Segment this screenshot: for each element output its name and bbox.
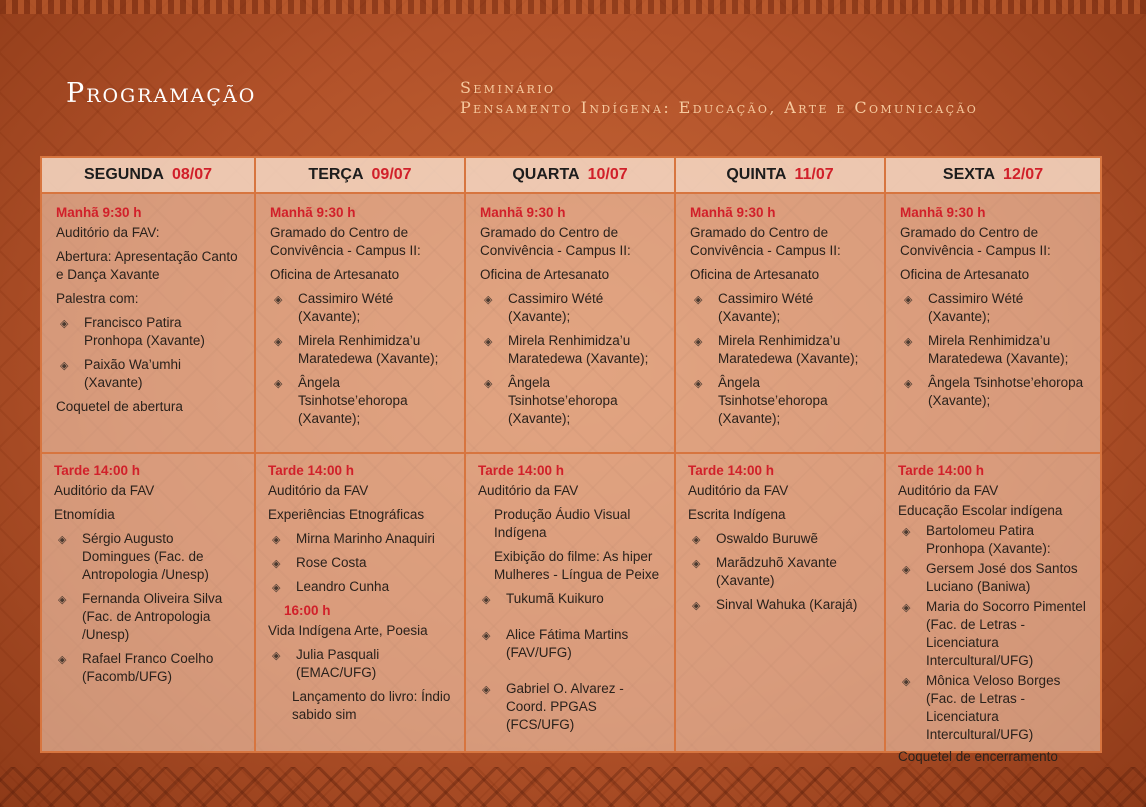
diamond-bullet-icon: ◈ [904, 378, 913, 390]
list-item-text: Bartolomeu Patira Pronhopa (Xavante): [926, 523, 1051, 556]
workshop-title: Oficina de Artesanato [690, 267, 820, 282]
period-label: Manhã 9:30 h [56, 205, 142, 220]
diamond-bullet-icon: ◈ [692, 534, 701, 546]
list-item [898, 672, 1088, 744]
day-date: 12/07 [1003, 166, 1044, 183]
list-item-text: Ângela Tsinhotse’ehoropa (Xavante); [508, 375, 618, 426]
list-item-text: Paixão Wa’umhi (Xavante) [84, 357, 182, 390]
list-item-text: Mirela Renhimidza’u Maratedewa (Xavante); [928, 333, 1069, 366]
diamond-bullet-icon: ◈ [58, 654, 67, 666]
list-item [268, 530, 452, 548]
morning-cell [676, 194, 884, 454]
bottom-pattern-band [0, 767, 1146, 807]
list-item [56, 356, 242, 392]
list-item [268, 554, 452, 572]
venue-text: Auditório da FAV [478, 483, 579, 498]
list-item [270, 332, 452, 368]
list-item-text: Cassimiro Wété (Xavante); [928, 291, 1024, 324]
diamond-bullet-icon: ◈ [58, 594, 67, 606]
list-item [688, 530, 872, 548]
list-item-text: Mirela Renhimidza’u Maratedewa (Xavante); [508, 333, 649, 366]
workshop-title: Oficina de Artesanato [480, 267, 610, 282]
list-item [898, 560, 1088, 596]
list-item [478, 590, 662, 608]
list-item [690, 374, 872, 428]
list-item-text: Sinval Wahuka (Karajá) [716, 597, 858, 612]
list-item-text: Mirela Renhimidza’u Maratedewa (Xavante); [298, 333, 439, 366]
list-item [690, 332, 872, 368]
afternoon-cell [676, 454, 884, 751]
book-launch-text: Lançamento do livro: Índio sabido sim [292, 689, 451, 722]
day-date: 11/07 [794, 166, 834, 183]
diamond-bullet-icon: ◈ [904, 336, 913, 348]
day-header [256, 158, 464, 194]
list-item-text: Fernanda Oliveira Silva (Fac. de Antropologia /Unesp) [82, 591, 223, 642]
day-column-terca [256, 158, 466, 751]
list-item-text: Gersem José dos Santos Luciano (Baniwa) [926, 561, 1078, 594]
list-item [268, 646, 452, 682]
list-item-text: Alice Fátima Martins (FAV/UFG) [506, 627, 629, 660]
afternoon-cell [886, 454, 1100, 764]
diamond-bullet-icon: ◈ [274, 336, 283, 348]
lecture-intro: Palestra com: [56, 291, 139, 306]
diamond-bullet-icon: ◈ [272, 650, 281, 662]
morning-cell [42, 194, 254, 454]
diamond-bullet-icon: ◈ [692, 558, 701, 570]
diamond-bullet-icon: ◈ [902, 602, 911, 614]
list-item [898, 522, 1088, 558]
list-item-text: Julia Pasquali (EMAC/UFG) [296, 647, 380, 680]
venue-text: Gramado do Centro de Convivência - Campus II: [900, 225, 1051, 258]
venue-text: Gramado do Centro de Convivência - Campus II: [690, 225, 841, 258]
morning-cell [886, 194, 1100, 454]
session-title: Produção Áudio Visual Indígena [494, 507, 631, 540]
diamond-bullet-icon: ◈ [60, 318, 69, 330]
day-header [42, 158, 254, 194]
period-label: Tarde 14:00 h [54, 463, 141, 478]
list-item-text: Ângela Tsinhotse’ehoropa (Xavante); [298, 375, 408, 426]
list-item-text: Rose Costa [296, 555, 367, 570]
list-item-text: Mirna Marinho Anaquiri [296, 531, 435, 546]
speaker-list [478, 590, 662, 734]
venue-text: Gramado do Centro de Convivência - Campus II: [480, 225, 631, 258]
list-item [900, 332, 1088, 368]
speaker-list [268, 530, 452, 596]
list-item [688, 596, 872, 614]
participant-list [690, 290, 872, 428]
period-label: Manhã 9:30 h [270, 205, 356, 220]
list-item-text: Rafael Franco Coelho (Facomb/UFG) [82, 651, 214, 684]
list-item [54, 650, 242, 686]
venue-text: Auditório da FAV [688, 483, 789, 498]
list-item-text: Mirela Renhimidza’u Maratedewa (Xavante); [718, 333, 859, 366]
list-item [480, 374, 662, 428]
diamond-bullet-icon: ◈ [694, 378, 703, 390]
list-item [270, 374, 452, 428]
venue-text: Auditório da FAV [898, 483, 999, 498]
list-item [690, 290, 872, 326]
diamond-bullet-icon: ◈ [272, 534, 281, 546]
speaker-list [54, 530, 242, 686]
list-item-text: Francisco Patira Pronhopa (Xavante) [84, 315, 205, 348]
closing-cocktail-text: Coquetel de encerramento [898, 749, 1058, 764]
event-subtitle [460, 78, 978, 118]
list-item [54, 530, 242, 584]
diamond-bullet-icon: ◈ [274, 294, 283, 306]
session-title: Escrita Indígena [688, 507, 786, 522]
workshop-title: Oficina de Artesanato [900, 267, 1030, 282]
venue-text: Gramado do Centro de Convivência - Campus II: [270, 225, 421, 258]
list-item [478, 626, 662, 662]
diamond-bullet-icon: ◈ [904, 294, 913, 306]
speaker-list [56, 314, 242, 392]
day-column-sexta [886, 158, 1100, 764]
day-column-quarta [466, 158, 676, 751]
speaker-list [268, 646, 452, 682]
list-item [688, 554, 872, 590]
day-header [466, 158, 674, 194]
subtitle-line-1: Seminário [460, 78, 556, 97]
opening-text: Abertura: Apresentação Canto e Dança Xavante [56, 249, 238, 282]
diamond-bullet-icon: ◈ [272, 582, 281, 594]
afternoon-cell [466, 454, 674, 751]
list-item-text: Cassimiro Wété (Xavante); [718, 291, 814, 324]
day-column-segunda [42, 158, 256, 751]
list-item-text: Tukumã Kuikuro [506, 591, 604, 606]
diamond-bullet-icon: ◈ [58, 534, 67, 546]
participant-list [270, 290, 452, 428]
day-name: SEXTA [942, 166, 996, 183]
participant-list [480, 290, 662, 428]
diamond-bullet-icon: ◈ [902, 676, 911, 688]
list-item-text: Maria do Socorro Pimentel (Fac. de Letras - Licenciatura Intercultural/UFG) [926, 599, 1086, 668]
list-item-text: Ângela Tsinhotse’ehoropa (Xavante); [928, 375, 1084, 408]
list-item-text: Cassimiro Wété (Xavante); [298, 291, 394, 324]
diamond-bullet-icon: ◈ [692, 600, 701, 612]
page-title: Programação [66, 78, 257, 109]
morning-cell [466, 194, 674, 454]
period-label: Manhã 9:30 h [690, 205, 776, 220]
day-name: QUARTA [512, 166, 580, 183]
period-label: Tarde 14:00 h [268, 463, 355, 478]
list-item [480, 290, 662, 326]
list-item-text: Leandro Cunha [296, 579, 390, 594]
list-item [54, 590, 242, 644]
day-name: TERÇA [308, 166, 364, 183]
list-item [900, 290, 1088, 326]
schedule-table [40, 156, 1102, 764]
list-item [478, 680, 662, 734]
diamond-bullet-icon: ◈ [274, 378, 283, 390]
period-label: 16:00 h [284, 603, 331, 618]
diamond-bullet-icon: ◈ [60, 360, 69, 372]
day-column-quinta [676, 158, 886, 751]
speaker-list [688, 530, 872, 614]
diamond-bullet-icon: ◈ [272, 558, 281, 570]
diamond-bullet-icon: ◈ [484, 378, 493, 390]
diamond-bullet-icon: ◈ [482, 594, 491, 606]
speaker-list [898, 522, 1088, 744]
period-label: Manhã 9:30 h [480, 205, 566, 220]
list-item-text: Gabriel O. Alvarez - Coord. PPGAS (FCS/UFG) [506, 681, 624, 732]
morning-cell [256, 194, 464, 454]
list-item [270, 290, 452, 326]
cocktail-text: Coquetel de abertura [56, 399, 183, 414]
period-label: Manhã 9:30 h [900, 205, 986, 220]
film-screening-text: Exibição do filme: As hiper Mulheres - Língua de Peixe [494, 549, 660, 582]
period-label: Tarde 14:00 h [688, 463, 775, 478]
diamond-bullet-icon: ◈ [482, 630, 491, 642]
period-label: Tarde 14:00 h [478, 463, 565, 478]
venue-text: Auditório da FAV [268, 483, 369, 498]
venue-text: Auditório da FAV: [56, 225, 160, 240]
diamond-bullet-icon: ◈ [484, 336, 493, 348]
workshop-title: Oficina de Artesanato [270, 267, 400, 282]
list-item [56, 314, 242, 350]
session-title: Vida Indígena Arte, Poesia [268, 623, 428, 638]
list-item-text: Ângela Tsinhotse’ehoropa (Xavante); [718, 375, 828, 426]
list-item [268, 578, 452, 596]
diamond-bullet-icon: ◈ [902, 564, 911, 576]
diamond-bullet-icon: ◈ [694, 336, 703, 348]
venue-text: Auditório da FAV [54, 483, 155, 498]
list-item-text: Marãdzuhõ Xavante (Xavante) [716, 555, 837, 588]
session-title: Educação Escolar indígena [898, 503, 1063, 518]
diamond-bullet-icon: ◈ [482, 684, 491, 696]
day-name: SEGUNDA [83, 166, 164, 183]
list-item-text: Cassimiro Wété (Xavante); [508, 291, 604, 324]
participant-list [900, 290, 1088, 410]
list-item [900, 374, 1088, 410]
diamond-bullet-icon: ◈ [694, 294, 703, 306]
top-pattern-band [0, 0, 1146, 14]
session-title: Etnomídia [54, 507, 115, 522]
list-item [898, 598, 1088, 670]
session-title: Experiências Etnográficas [268, 507, 425, 522]
list-item [480, 332, 662, 368]
diamond-bullet-icon: ◈ [484, 294, 493, 306]
day-name: QUINTA [726, 166, 787, 183]
afternoon-cell [256, 454, 464, 751]
day-date: 09/07 [371, 166, 412, 183]
subtitle-line-2: Pensamento Indígena: Educação, Arte e Comunicação [460, 98, 979, 117]
day-header [886, 158, 1100, 194]
list-item-text: Oswaldo Buruwẽ [716, 531, 819, 546]
diamond-bullet-icon: ◈ [902, 526, 911, 538]
period-label: Tarde 14:00 h [898, 463, 985, 478]
day-date: 08/07 [171, 166, 213, 183]
day-header [676, 158, 884, 194]
day-date: 10/07 [587, 166, 628, 183]
list-item-text: Sérgio Augusto Domingues (Fac. de Antropologia /Unesp) [82, 531, 209, 582]
list-item-text: Mônica Veloso Borges (Fac. de Letras - Licenciatura Intercultural/UFG) [926, 673, 1061, 742]
afternoon-cell [42, 454, 254, 751]
